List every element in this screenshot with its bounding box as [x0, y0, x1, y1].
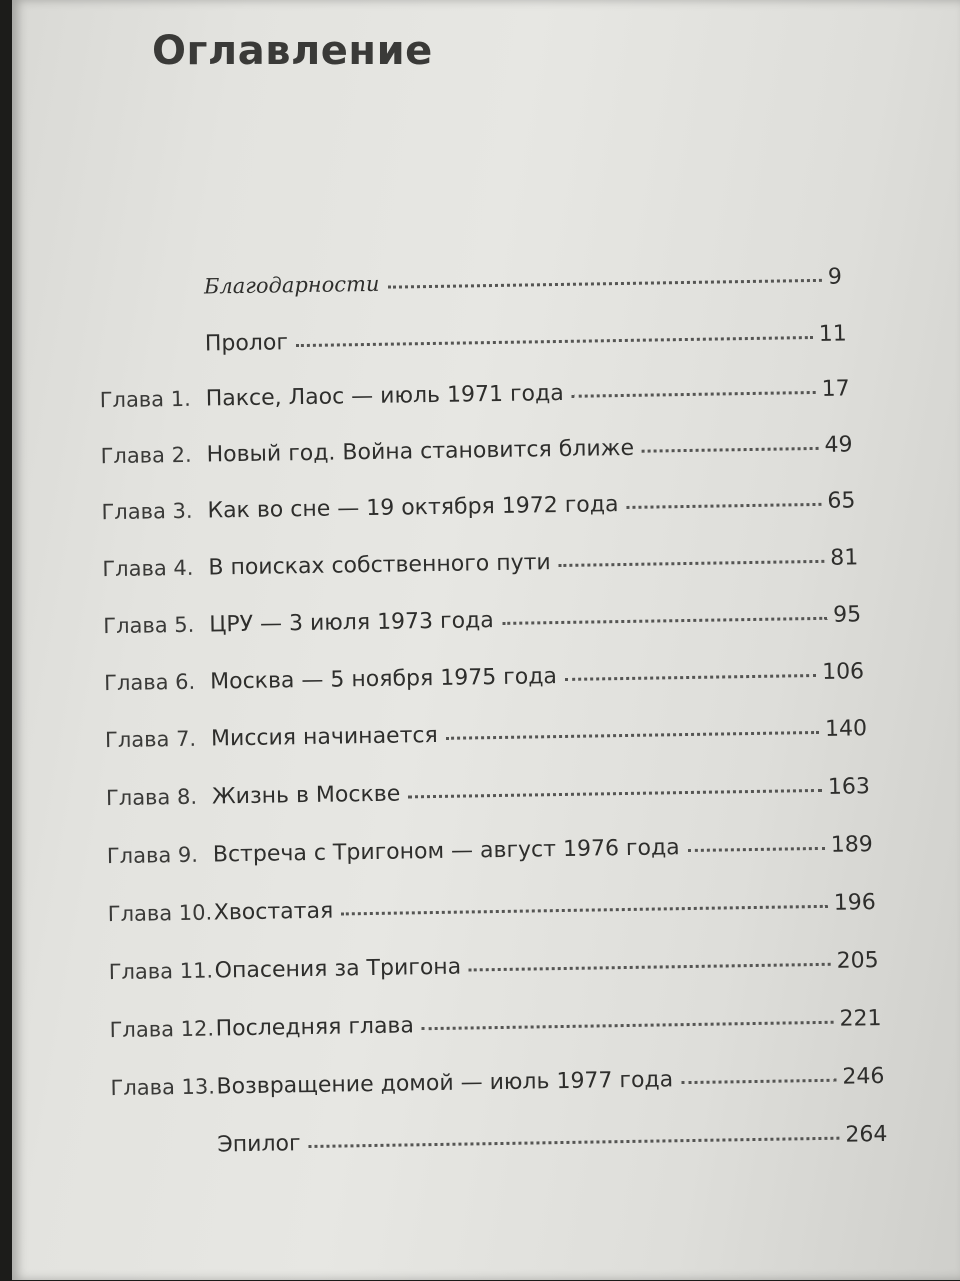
table-of-contents	[7, 0, 960, 1281]
toc-dot-leader	[341, 901, 828, 916]
toc-dot-leader	[296, 332, 813, 347]
toc-entry-page: 49	[824, 432, 853, 458]
toc-entry-prologue	[13, 321, 847, 368]
toc-dot-leader	[642, 443, 819, 453]
toc-entry-label: Глава 6.	[103, 669, 196, 696]
toc-entry-chapter-3	[15, 488, 855, 535]
toc-entry-title: Как во сне — 19 октября 1972 года	[207, 492, 619, 524]
toc-entry-title: Миссия начинается	[210, 722, 438, 752]
toc-entry-chapter-6	[18, 659, 864, 706]
toc-dot-leader	[559, 556, 825, 567]
toc-entry-page: 17	[821, 376, 850, 402]
toc-dot-leader	[469, 959, 831, 972]
toc-entry-chapter-7	[19, 716, 867, 763]
toc-entry-label: Глава 11.	[108, 958, 214, 985]
toc-entry-title: Последняя глава	[215, 1013, 415, 1042]
toc-entry-title: Опасения за Тригона	[214, 954, 462, 984]
toc-entry-chapter-2	[14, 432, 852, 479]
toc-dot-leader	[688, 843, 825, 852]
book-page	[12, 0, 960, 1280]
toc-entry-title: Новый год. Война становится ближе	[206, 435, 635, 468]
toc-entry-page: 264	[845, 1121, 888, 1148]
toc-entry-page: 189	[830, 832, 874, 858]
toc-entry-label: Глава 3.	[101, 498, 193, 525]
toc-entry-page: 106	[821, 659, 865, 685]
toc-entry-title: Эпилог	[217, 1131, 301, 1158]
toc-entry-title: Пролог	[204, 330, 289, 357]
toc-entry-page: 163	[827, 774, 871, 800]
toc-entry-title: Возвращение домой — июль 1977 года	[216, 1067, 674, 1100]
toc-entry-title: ЦРУ — 3 июля 1973 года	[209, 608, 494, 638]
toc-entry-chapter-11	[23, 948, 879, 995]
toc-entry-label: Глава 12.	[109, 1016, 215, 1043]
toc-entry-acknowledgements	[12, 265, 842, 312]
toc-entry-page: 246	[842, 1063, 885, 1090]
toc-entry-page: 140	[824, 716, 868, 742]
toc-entry-page: 9	[827, 264, 843, 290]
toc-entry-chapter-4	[16, 545, 858, 592]
toc-entry-title: Жизнь в Москве	[211, 781, 401, 810]
toc-entry-title: Паксе, Лаос — июль 1971 года	[205, 380, 564, 412]
toc-entry-label: Глава 4.	[102, 555, 194, 582]
toc-entry-chapter-1	[14, 376, 850, 423]
toc-entry-label: Глава 1.	[99, 386, 191, 413]
toc-entry-label	[26, 1151, 218, 1154]
toc-entry-label: Глава 5.	[103, 612, 195, 639]
toc-entry-label: Глава 8.	[105, 784, 198, 811]
toc-entry-page: 65	[827, 488, 856, 514]
toc-dot-leader	[572, 387, 816, 398]
toc-entry-label	[12, 294, 204, 297]
toc-entry-label	[13, 351, 205, 354]
toc-entry-title: В поисках собственного пути	[208, 550, 551, 581]
toc-entry-page: 196	[833, 890, 876, 916]
toc-entry-title: Встреча с Тригоном — август 1976 года	[212, 835, 680, 868]
toc-entry-title: Москва — 5 ноября 1975 года	[209, 664, 558, 695]
toc-entry-chapter-8	[20, 774, 870, 821]
page-title: Оглавление	[152, 28, 433, 74]
toc-entry-chapter-13	[24, 1064, 884, 1112]
toc-entry-title: Хвостатая	[213, 898, 334, 926]
toc-dot-leader	[565, 670, 816, 681]
toc-entry-title: Благодарности	[203, 271, 380, 299]
toc-entry-page: 11	[818, 321, 847, 347]
toc-entry-page: 221	[839, 1006, 882, 1032]
toc-entry-label: Глава 13.	[110, 1074, 216, 1101]
toc-dot-leader	[626, 499, 821, 509]
toc-entry-chapter-9	[21, 832, 873, 879]
toc-dot-leader	[387, 275, 822, 289]
toc-entry-label: Глава 9.	[106, 842, 199, 869]
toc-entry-label: Глава 2.	[100, 442, 192, 469]
toc-entry-chapter-10	[22, 890, 876, 937]
toc-entry-epilogue	[25, 1122, 887, 1170]
toc-entry-label: Глава 10.	[107, 900, 213, 927]
toc-dot-leader	[446, 727, 819, 740]
toc-dot-leader	[502, 613, 828, 625]
toc-dot-leader	[309, 1133, 840, 1148]
toc-dot-leader	[681, 1075, 836, 1084]
toc-entry-chapter-12	[23, 1006, 881, 1053]
toc-entry-page: 205	[836, 948, 879, 974]
toc-entry-page: 81	[830, 545, 859, 571]
toc-dot-leader	[422, 1017, 834, 1030]
toc-entry-chapter-5	[17, 602, 861, 649]
toc-entry-page: 95	[833, 602, 862, 628]
toc-dot-leader	[408, 785, 822, 798]
toc-entry-label: Глава 7.	[104, 726, 197, 753]
